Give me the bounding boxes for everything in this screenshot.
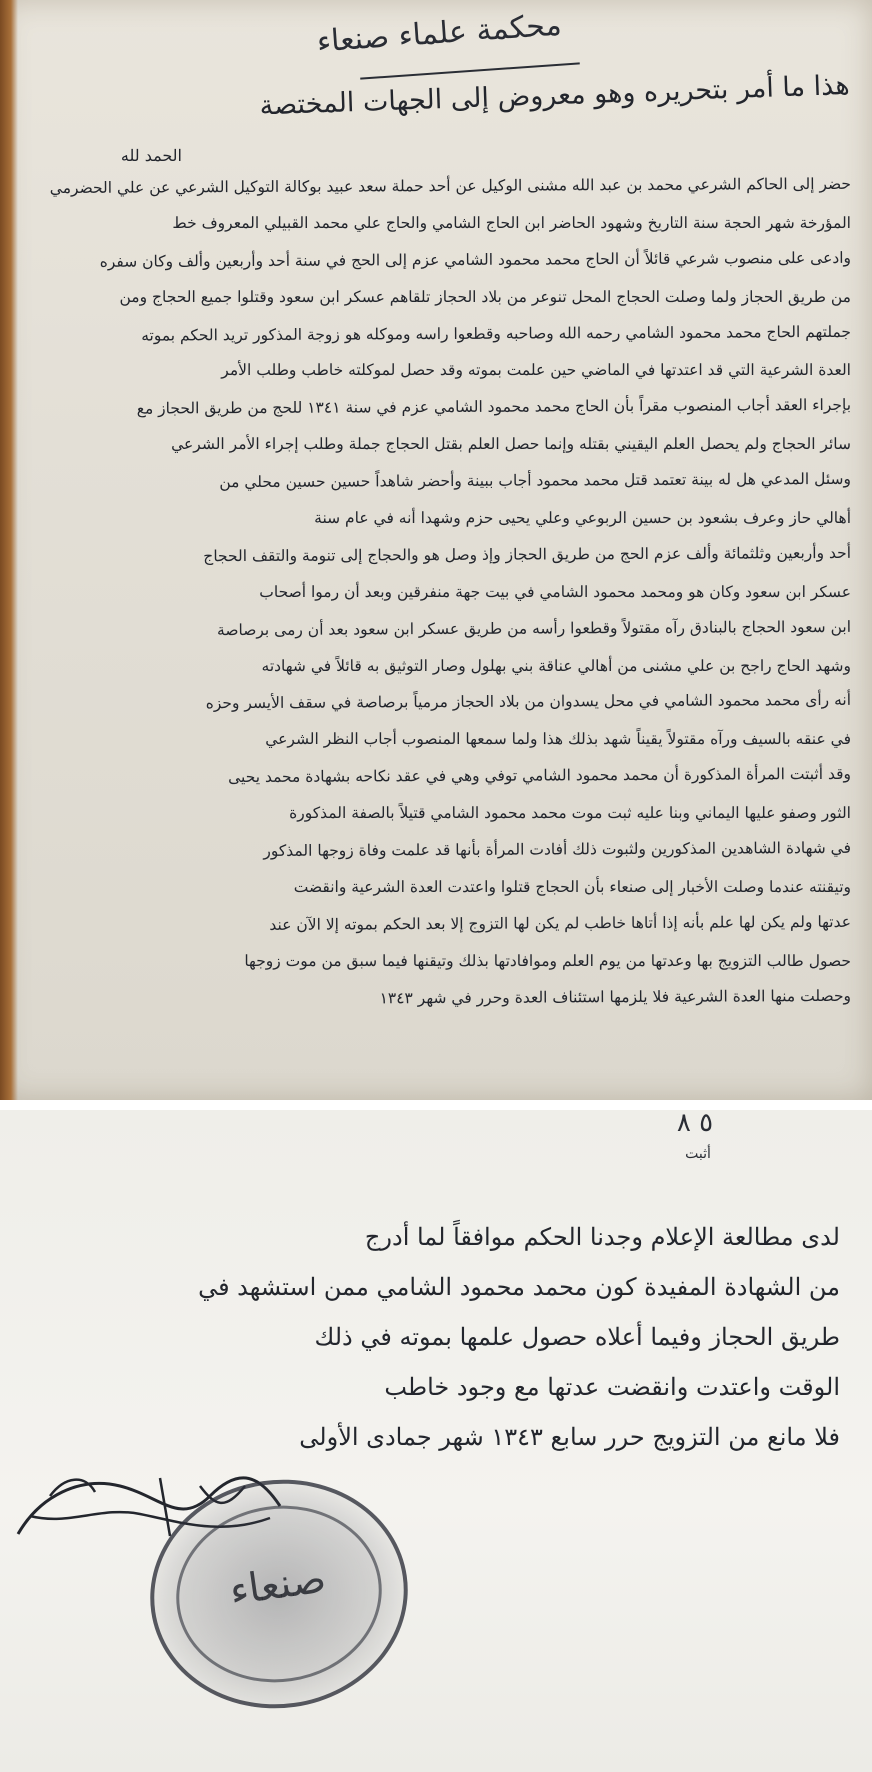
note-line: الوقت واعتدت وانقضت عدتها مع وجود خاطب	[384, 1373, 840, 1401]
body-line: وحصلت منها العدة الشرعية فلا يلزمها استئناف العدة وحرر في شهر ١٣٤٣	[379, 986, 852, 1007]
body-line: سائر الحجاج ولم يحصل العلم اليقيني بقتله وإنما حصل العلم بقتل الحجاج جملة وطلب إجراء الأمر الشرعي	[171, 435, 851, 454]
body-line: المؤرخة شهر الحجة سنة التاريخ وشهود الحاضر ابن الحاج الشامي والحاج علي محمد القبيلي المعروف خط	[172, 213, 851, 232]
body-line: وتيقنته عندما وصلت الأخبار إلى صنعاء بأن الحجاج قتلوا واعتدت العدة الشرعية وانقضت	[293, 877, 851, 896]
body-line: أهالي حاز وعرف بشعود بن حسين الربوعي وعلي يحيى حزم وشهدا أنه في عام سنة	[314, 509, 851, 528]
body-line: في عنقه بالسيف ورآه مقتولاً يقيناً شهد بذلك هذا ولما سمعها المنصوب أجاب النظر الشرعي	[265, 730, 851, 749]
seal-text: صنعاء	[226, 1555, 329, 1615]
body-line: في شهادة الشاهدين المذكورين ولثبوت ذلك أفادت المرأة بأنها قد علمت وفاة زوجها المذكور	[263, 838, 852, 860]
body-line: وشهد الحاج راجح بن علي مشنى من أهالي عناقة بني بهلول وصار التوثيق به قائلاً في شهادته	[261, 656, 851, 675]
hamd-label: الحمد لله	[120, 146, 182, 165]
body-line: ابن سعود الحجاج بالبنادق رآه مقتولاً وقطعوا رأسه من طريق عسكر ابن سعود بعد أن رمى برصاصة	[216, 617, 852, 639]
body-line: بإجراء العقد أجاب المنصوب مقراً بأن الحاج محمد محمود الشامي عزم في سنة ١٣٤١ للحج من طريق الحجاز مع	[136, 396, 852, 418]
corner-sublabel: أثبت	[685, 1146, 711, 1162]
body-line: وسئل المدعي هل له بينة تعتمد قتل محمد محمود أجاب ببينة وأحضر شاهداً حسين حسين محلي من	[219, 469, 852, 492]
body-line: أنه رأى محمد محمود الشامي في محل يسدوان من بلاد الحجاز مرمياً برصاصة في سقف الأيسر وحزه	[205, 691, 852, 713]
body-line: أحد وأربعين وثلثمائة وألف عزم الحج من طريق الحجاز وإذ وصل هو والحجاج إلى تنومة والتقف الحجاج	[203, 543, 852, 566]
body-line: جملتهم الحاج محمد محمود الشامي رحمه الله وصاحبه وقطعوا راسه وموكله هو زوجة المذكور تريد الحكم بموته	[141, 322, 852, 345]
body-line: عدتها ولم يكن لها علم بأنه إذا أتاها خاطب لم يكن لها التزوج إلا بعد الحكم بموته إلا الآن عند	[269, 912, 852, 934]
body-line: من طريق الحجاز ولما وصلت الحجاج المحل تنوعر من بلاد الحجاز تلقاهم عسكر ابن سعود وقتلوا جميع الحجاج ومن	[119, 287, 851, 306]
note-line: لدى مطالعة الإعلام وجدنا الحكم موافقاً لما أدرج	[364, 1223, 840, 1251]
document-heading: هذا ما أمر بتحريره وهو معروض إلى الجهات المختصة	[259, 69, 851, 122]
body-line: حصول طالب التزويج بها وعدتها من يوم العلم وموافادتها بذلك وتيقنها فيما سبق من موت زوجها	[244, 951, 851, 970]
note-line: من الشهادة المفيدة كون محمد محمود الشامي ممن استشهد في	[198, 1273, 840, 1301]
body-line: وقد أثبتت المرأة المذكورة أن محمد محمود الشامي توفي وهي في عقد نكاحه بشهادة محمد يحيى	[228, 765, 852, 787]
annotation-text	[150, 1212, 840, 1462]
body-line: الثور وصفو عليها اليماني وبنا عليه ثبت موت محمد محمود الشامي قتيلاً بالصفة المذكورة	[289, 804, 851, 823]
corner-number: ٥ ٨	[676, 1108, 714, 1138]
body-line: حضر إلى الحاكم الشرعي محمد بن عبد الله مشنى الوكيل عن أحد حملة سعد عبيد بوكالة التوكيل الشرعي عن علي الحضرمي	[49, 174, 852, 198]
body-line: وادعى على منصوب شرعي قائلاً أن الحاج محمد محمود الشامي عزم إلى الحج في سنة أحد وأربعين وألف وكان سفره	[99, 248, 852, 271]
document-body	[36, 168, 851, 1016]
body-line: عسكر ابن سعود وكان هو ومحمد محمود الشامي في بيت جهة منفرقين وبعد أن رموا أصحاب	[259, 582, 851, 601]
note-line: فلا مانع من التزويج حرر سابع ١٣٤٣ شهر جمادى الأولى	[299, 1423, 840, 1451]
document-title: محكمة علماء صنعاء	[315, 7, 563, 60]
body-line: العدة الشرعية التي قد اعتدتها في الماضي حين علمت بموته وقد حصل لموكلته خاطب وطلب الأمر	[221, 361, 851, 380]
note-line: طريق الحجاز وفيما أعلاه حصول علمها بموته في ذلك	[314, 1323, 840, 1351]
